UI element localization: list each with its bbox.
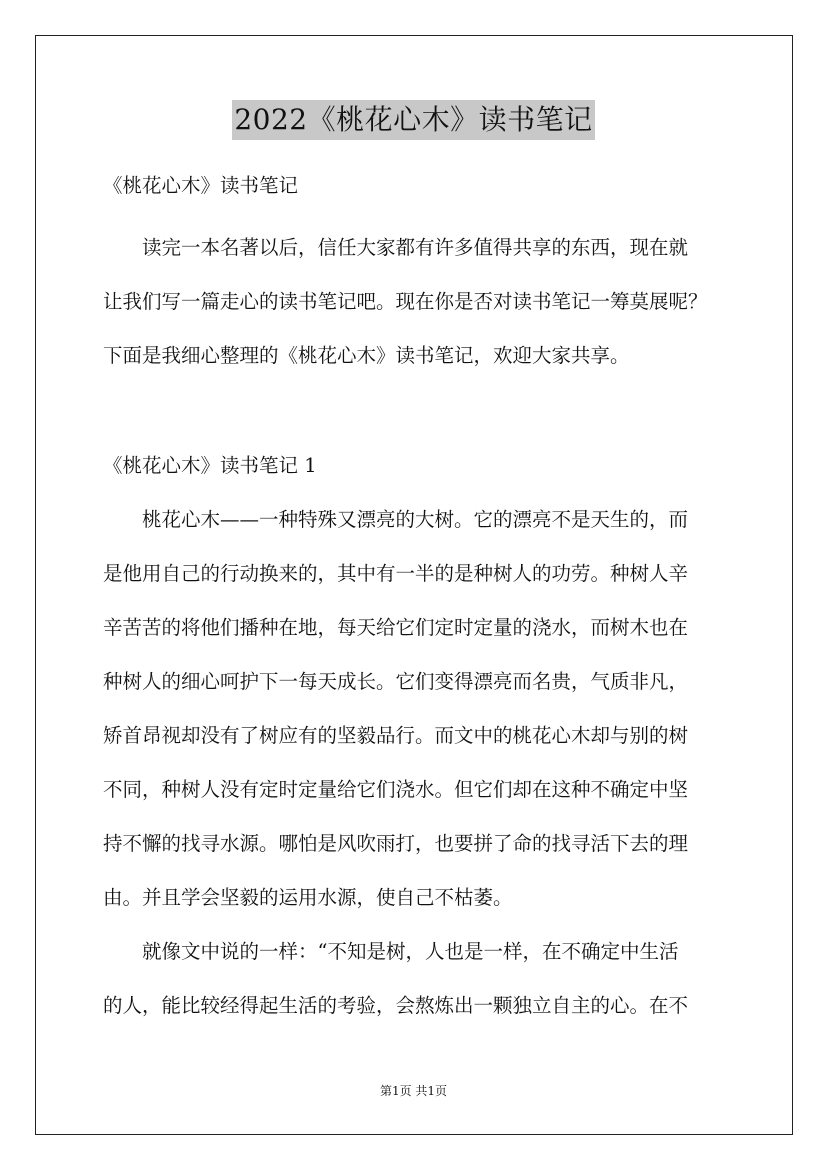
- section-heading: 《桃花心木》读书笔记 1: [103, 454, 317, 477]
- paragraph-line: 由。并且学会坚毅的运用水源，使自己不枯萎。: [103, 886, 513, 909]
- paragraph-line: 让我们写一篇走心的读书笔记吧。现在你是否对读书笔记一筹莫展呢？: [103, 290, 708, 313]
- paragraph-line: 种树人的细心呵护下一每天成长。它们变得漂亮而名贵，气质非凡，: [103, 670, 689, 693]
- paragraph-line: 的人，能比较经得起生活的考验，会熬炼出一颗独立自主的心。在不: [103, 994, 689, 1017]
- title-container: [0, 100, 827, 140]
- paragraph-line: 读完一本名著以后，信任大家都有许多值得共享的东西，现在就: [142, 236, 689, 259]
- section-heading: 《桃花心木》读书笔记: [103, 174, 299, 197]
- paragraph-line: 下面是我细心整理的《桃花心木》读书笔记，欢迎大家共享。: [103, 344, 630, 367]
- paragraph-line: 持不懈的找寻水源。哪怕是风吹雨打，也要拼了命的找寻活下去的理: [103, 832, 689, 855]
- paragraph-line: 就像文中说的一样：“不知是树，人也是一样，在不确定中生活: [142, 940, 679, 963]
- paragraph-line: 不同，种树人没有定时定量给它们浇水。但它们却在这种不确定中坚: [103, 778, 689, 801]
- paragraph-line: 矫首昂视却没有了树应有的坚毅品行。而文中的桃花心木却与别的树: [103, 724, 689, 747]
- paragraph-line: 辛苦苦的将他们播种在地，每天给它们定时定量的浇水，而树木也在: [103, 616, 689, 639]
- paragraph-line: 桃花心木——一种特殊又漂亮的大树。它的漂亮不是天生的，而: [142, 508, 689, 531]
- paragraph-line: 是他用自己的行动换来的，其中有一半的是种树人的功劳。种树人辛: [103, 562, 689, 585]
- document-title: 2022《桃花心木》读书笔记: [232, 100, 594, 140]
- page-number-footer: 第1页 共1页: [379, 1084, 448, 1098]
